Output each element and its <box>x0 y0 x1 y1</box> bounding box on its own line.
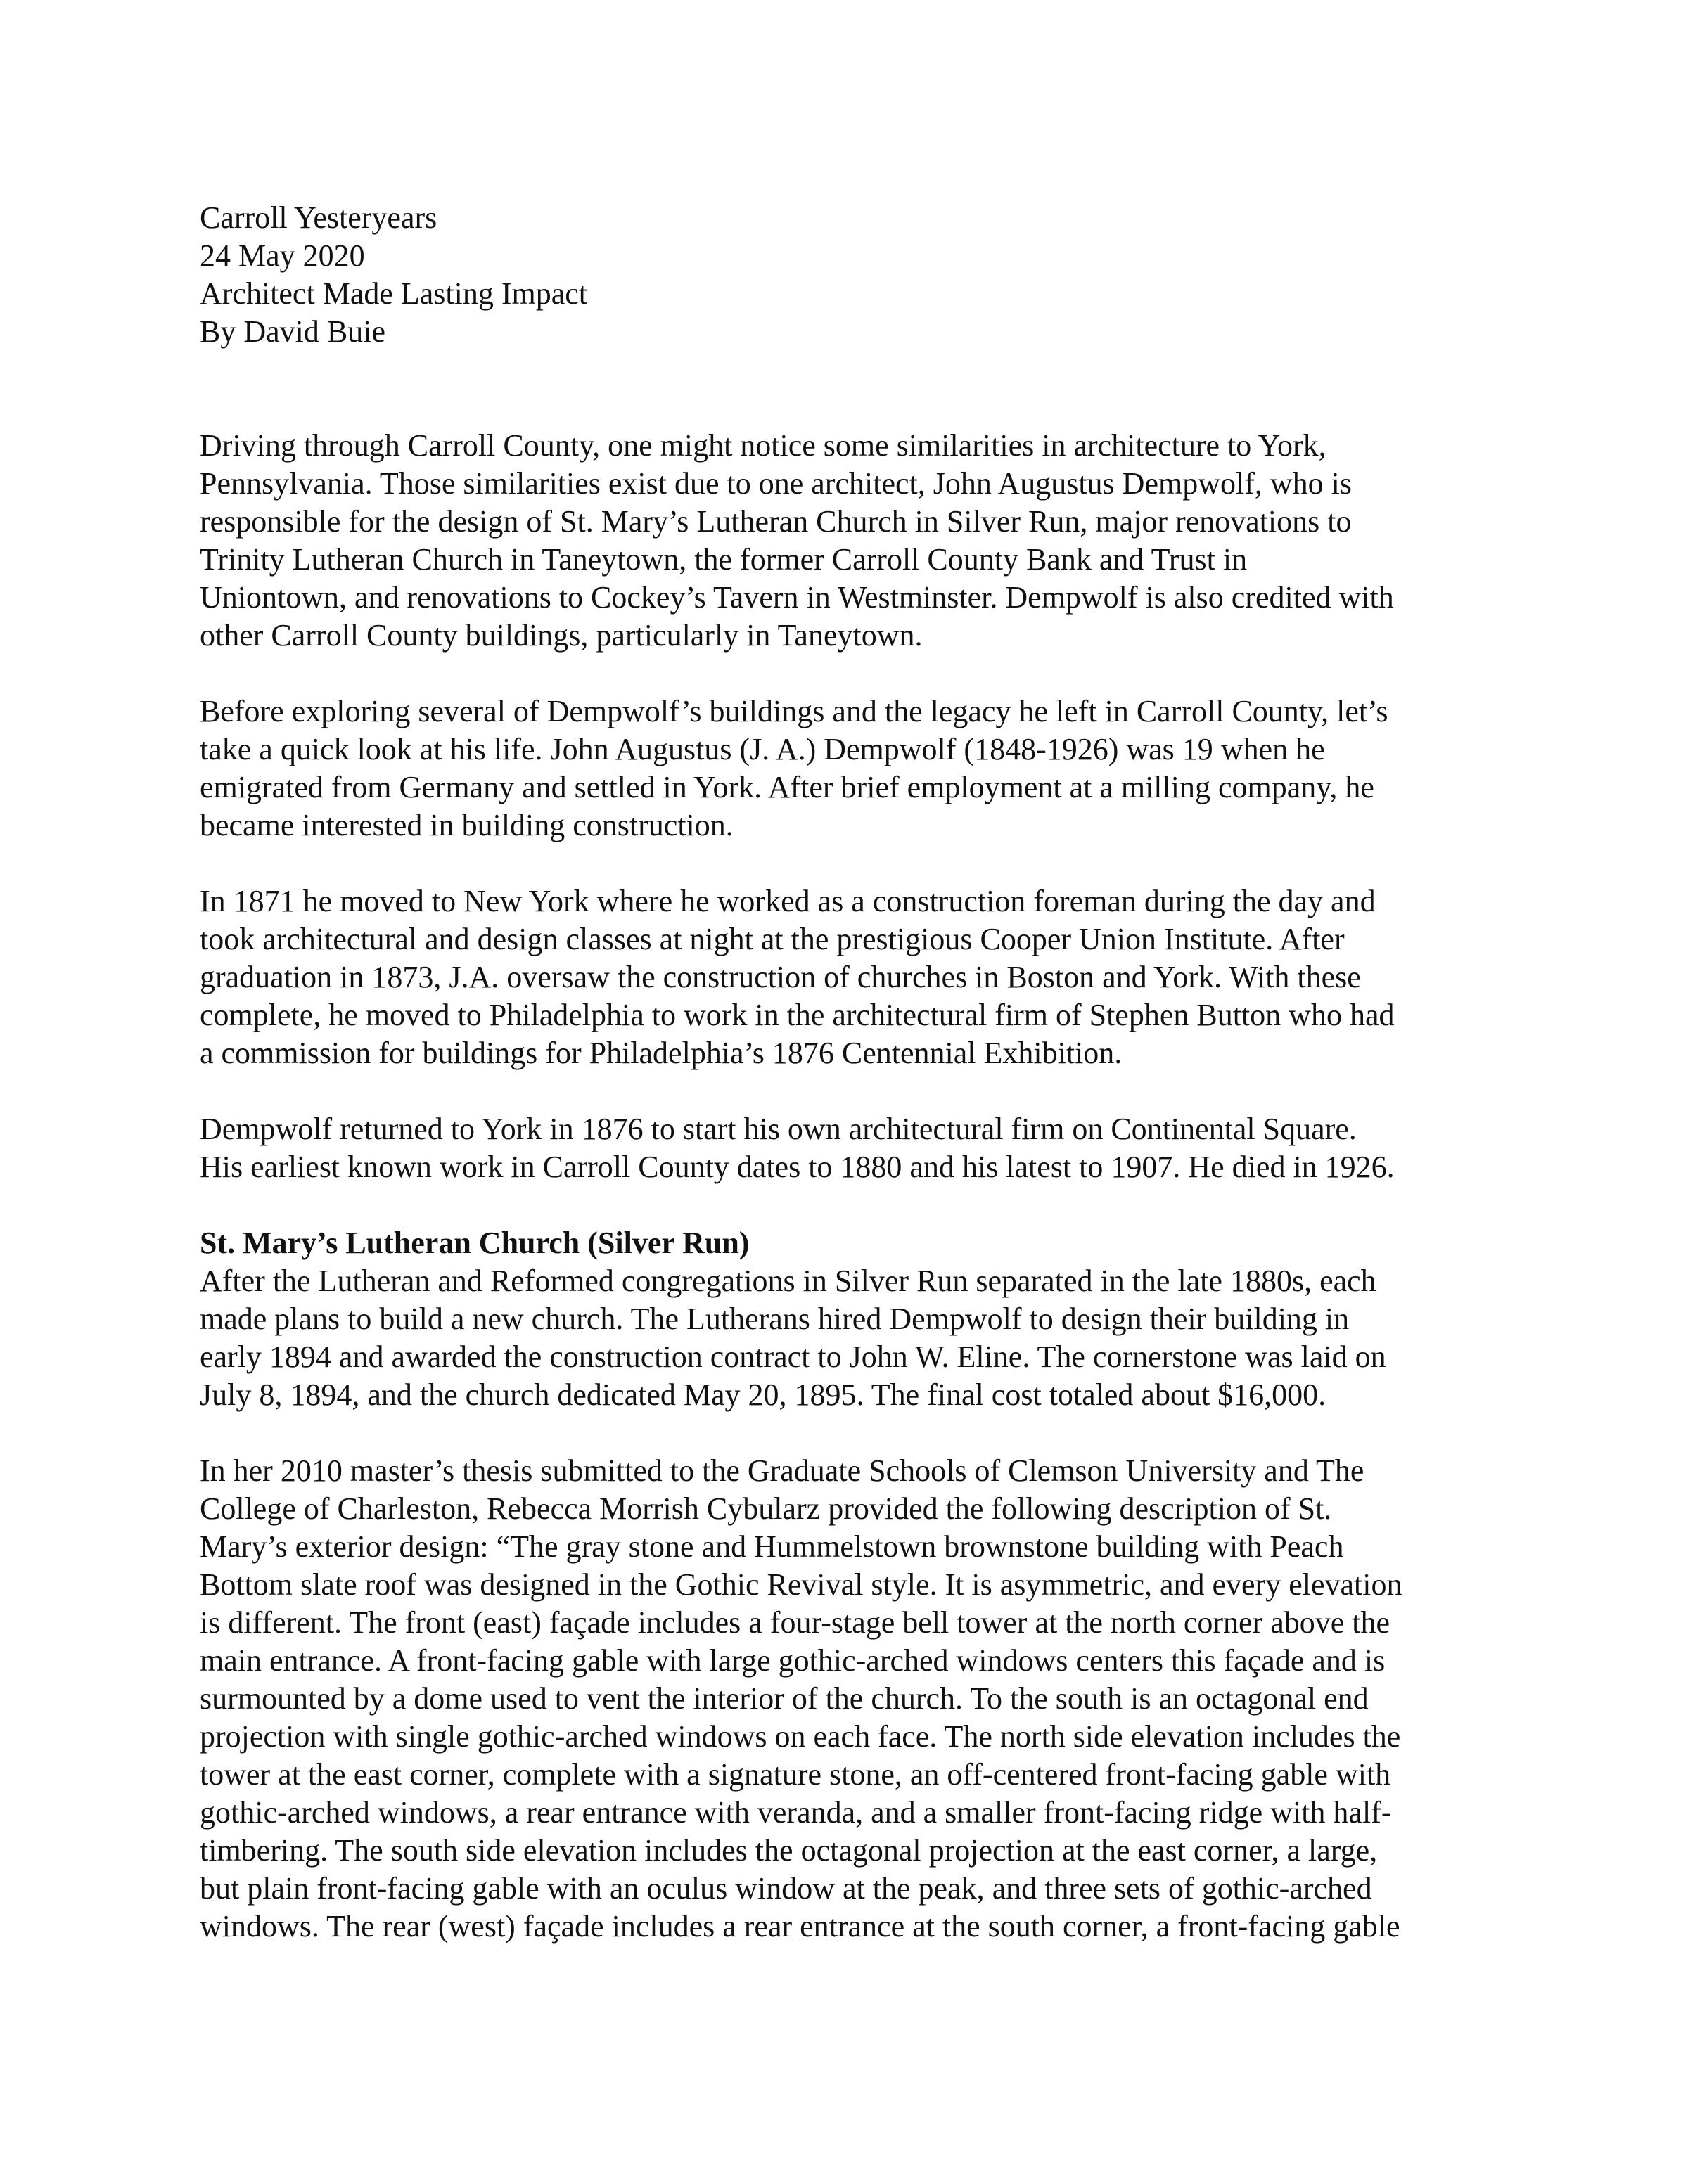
text-line: gothic-arched windows, a rear entrance with veranda, and a smaller front-facing ridge with half- <box>200 1795 1392 1830</box>
document-page <box>200 199 1508 1946</box>
text-line: other Carroll County buildings, particularly in Taneytown. <box>200 618 923 653</box>
text-line: College of Charleston, Rebecca Morrish Cybularz provided the following description of St. <box>200 1491 1332 1526</box>
section-heading: St. Mary’s Lutheran Church (Silver Run) <box>200 1226 750 1260</box>
article-title: Architect Made Lasting Impact <box>200 276 588 311</box>
text-line: a commission for buildings for Philadelphia’s 1876 Centennial Exhibition. <box>200 1036 1123 1070</box>
text-line: became interested in building construction. <box>200 808 734 842</box>
text-line: made plans to build a new church. The Lutherans hired Dempwolf to design their building in <box>200 1302 1350 1336</box>
text-line: main entrance. A front-facing gable with large gothic-arched windows centers this façade and is <box>200 1643 1386 1678</box>
publication-date: 24 May 2020 <box>200 238 365 273</box>
text-line: is different. The front (east) façade includes a four-stage bell tower at the north corner above the <box>200 1605 1390 1640</box>
body-paragraph <box>200 1262 1508 1414</box>
text-line: Trinity Lutheran Church in Taneytown, the former Carroll County Bank and Trust in <box>200 542 1248 577</box>
text-line: Dempwolf returned to York in 1876 to start his own architectural firm on Continental Square. <box>200 1112 1357 1146</box>
text-line: Uniontown, and renovations to Cockey’s Tavern in Westminster. Dempwolf is also credited with <box>200 580 1394 615</box>
text-line: In her 2010 master’s thesis submitted to the Graduate Schools of Clemson University and The <box>200 1453 1364 1488</box>
text-line: emigrated from Germany and settled in York. After brief employment at a milling company, he <box>200 770 1374 804</box>
text-line: Pennsylvania. Those similarities exist due to one architect, John Augustus Dempwolf, who is <box>200 466 1352 501</box>
text-line: tower at the east corner, complete with a signature stone, an off-centered front-facing gable with <box>200 1757 1391 1792</box>
text-line: surmounted by a dome used to vent the interior of the church. To the south is an octagonal end <box>200 1681 1369 1716</box>
body-paragraph <box>200 1110 1508 1186</box>
text-line: projection with single gothic-arched windows on each face. The north side elevation includes the <box>200 1719 1401 1754</box>
body-paragraph <box>200 693 1508 844</box>
text-line: timbering. The south side elevation includes the octagonal projection at the east corner, a large, <box>200 1833 1378 1868</box>
text-line: early 1894 and awarded the construction contract to John W. Eline. The cornerstone was laid on <box>200 1340 1386 1374</box>
text-line: In 1871 he moved to New York where he worked as a construction foreman during the day and <box>200 884 1376 918</box>
text-line: complete, he moved to Philadelphia to work in the architectural firm of Stephen Button who had <box>200 998 1395 1032</box>
text-line: take a quick look at his life. John Augustus (J. A.) Dempwolf (1848-1926) was 19 when he <box>200 732 1325 766</box>
text-line: After the Lutheran and Reformed congregations in Silver Run separated in the late 1880s, each <box>200 1264 1376 1298</box>
text-line: responsible for the design of St. Mary’s Lutheran Church in Silver Run, major renovations to <box>200 504 1352 539</box>
text-line: graduation in 1873, J.A. oversaw the construction of churches in Boston and York. With these <box>200 960 1361 994</box>
text-line: Before exploring several of Dempwolf’s buildings and the legacy he left in Carroll County, let’s <box>200 694 1388 728</box>
text-line: Driving through Carroll County, one might notice some similarities in architecture to York, <box>200 428 1326 463</box>
article-header <box>200 199 1508 351</box>
text-line: but plain front-facing gable with an oculus window at the peak, and three sets of gothic-arched <box>200 1871 1372 1906</box>
text-line: took architectural and design classes at night at the prestigious Cooper Union Institute. After <box>200 922 1345 956</box>
body-paragraph <box>200 882 1508 1072</box>
body-paragraph <box>200 427 1508 655</box>
text-line: Mary’s exterior design: “The gray stone and Hummelstown brownstone building with Peach <box>200 1529 1344 1564</box>
text-line: windows. The rear (west) façade includes a rear entrance at the south corner, a front-facing gable <box>200 1909 1400 1944</box>
text-line: Bottom slate roof was designed in the Gothic Revival style. It is asymmetric, and every elevation <box>200 1567 1402 1602</box>
body-paragraph <box>200 1452 1508 1946</box>
column-name: Carroll Yesteryears <box>200 200 437 235</box>
text-line: July 8, 1894, and the church dedicated May 20, 1895. The final cost totaled about $16,000. <box>200 1377 1326 1412</box>
byline: By David Buie <box>200 314 385 349</box>
text-line: His earliest known work in Carroll County dates to 1880 and his latest to 1907. He died in 1926. <box>200 1150 1395 1184</box>
